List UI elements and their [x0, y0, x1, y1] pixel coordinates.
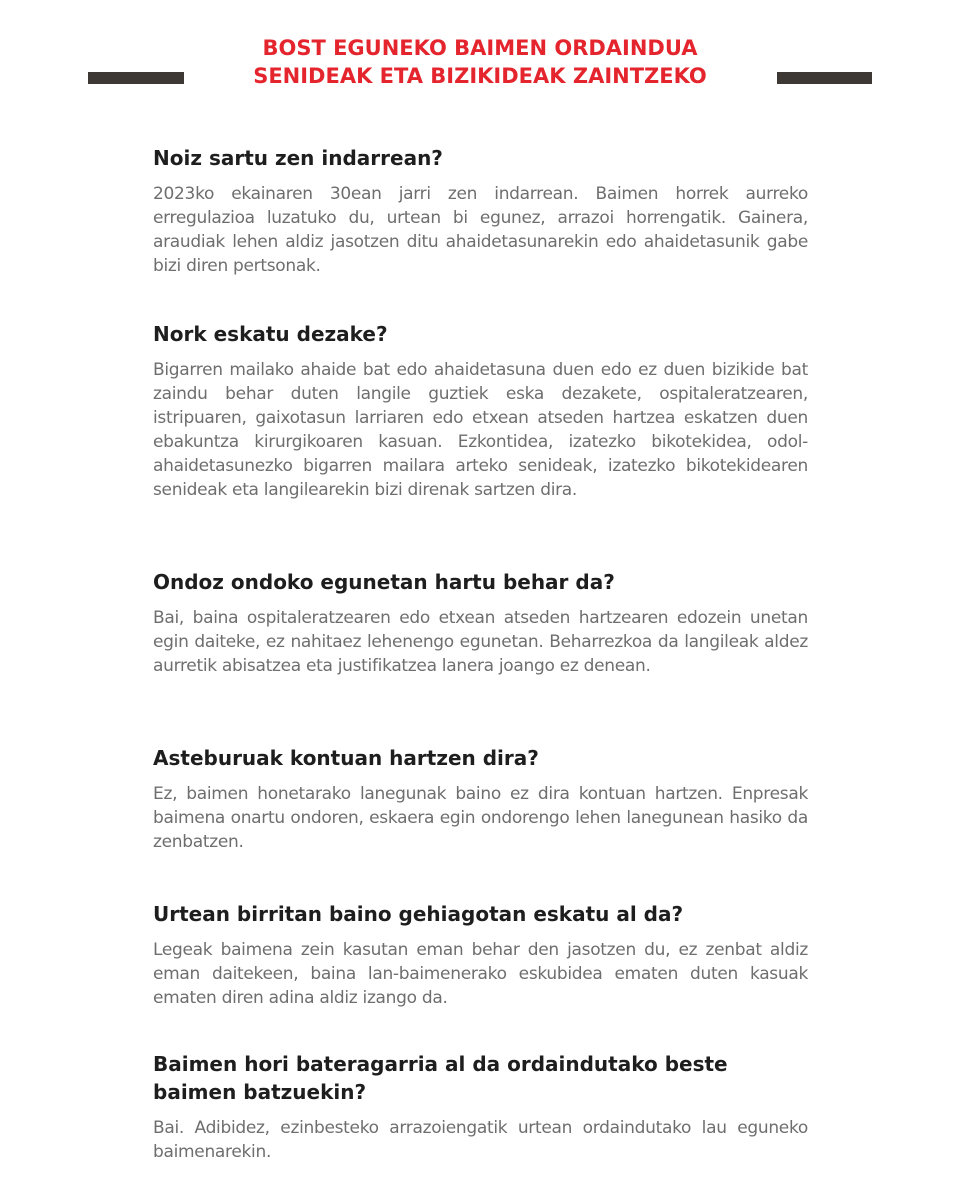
faq-answer: Bai. Adibidez, ezinbesteko arrazoiengatik urtean ordaindutako lau eguneko baimenarekin.: [153, 1118, 808, 1162]
faq-answer: Legeak baimena zein kasutan eman behar den jasotzen du, ez zenbat aldiz eman daitekeen, baina lan-baimenerako eskubidea ematen duten kasuak ematen diren adina aldiz izango da.: [153, 940, 808, 1008]
faq-question: Asteburuak kontuan hartzen dira?: [153, 746, 539, 770]
header-bar-right: [777, 72, 872, 84]
faq-question: Nork eskatu dezake?: [153, 322, 388, 346]
header-bar-left: [88, 72, 184, 84]
page-header: [0, 34, 960, 94]
faq-item-consecutive: [153, 568, 808, 678]
title-line-2: SENIDEAK ETA BIZIKIDEAK ZAINTZEKO: [253, 64, 707, 88]
faq-item-weekends: [153, 744, 808, 854]
faq-item-compatibility: [153, 1050, 808, 1164]
faq-question: Urtean birritan baino gehiagotan eskatu al da?: [153, 902, 684, 926]
faq-answer: Ez, baimen honetarako lanegunak baino ez dira kontuan hartzen. Enpresak baimena onartu ondoren, eskaera egin ondorengo lehen lanegunean hasiko da zenbatzen.: [153, 784, 808, 852]
faq-question: Ondoz ondoko egunetan hartu behar da?: [153, 570, 615, 594]
title-line-1: BOST EGUNEKO BAIMEN ORDAINDUA: [262, 36, 698, 60]
faq-item-who: [153, 320, 808, 502]
faq-question: Noiz sartu zen indarrean?: [153, 146, 443, 170]
faq-question: Baimen hori bateragarria al da ordaindutako beste baimen batzuekin?: [153, 1052, 728, 1104]
page-title: [200, 34, 760, 90]
faq-item-frequency: [153, 900, 808, 1010]
faq-item-when: [153, 144, 808, 278]
faq-answer: Bai, baina ospitaleratzearen edo etxean atseden hartzearen edozein unetan egin daiteke, ez nahitaez lehenengo egunetan. Beharrezkoa da langileak aldez aurretik abisatzea eta justifikatzea lanera joango ez denean.: [153, 608, 808, 676]
faq-answer: 2023ko ekainaren 30ean jarri zen indarrean. Baimen horrek aurreko erregulazioa luzatuko du, urtean bi egunez, arrazoi horrengatik. Gainera, araudiak lehen aldiz jasotzen ditu ahaidetasunarekin edo ahaidetasunik gabe bizi diren pertsonak.: [153, 184, 808, 276]
faq-answer: Bigarren mailako ahaide bat edo ahaidetasuna duen edo ez duen bizikide bat zaindu behar duten langile guztiek eska dezakete, ospitaleratzearen, istripuaren, gaixotasun larriaren edo etxean atseden hartzea eskatzen duen ebakuntza kirurgikoaren kasuan. Ezkontidea, izatezko bikotekidea, odol-ahaidetasunezko bigarren mailara arteko senideak, izatezko bikotekidearen senideak eta langilearekin bizi direnak sartzen dira.: [153, 360, 808, 500]
